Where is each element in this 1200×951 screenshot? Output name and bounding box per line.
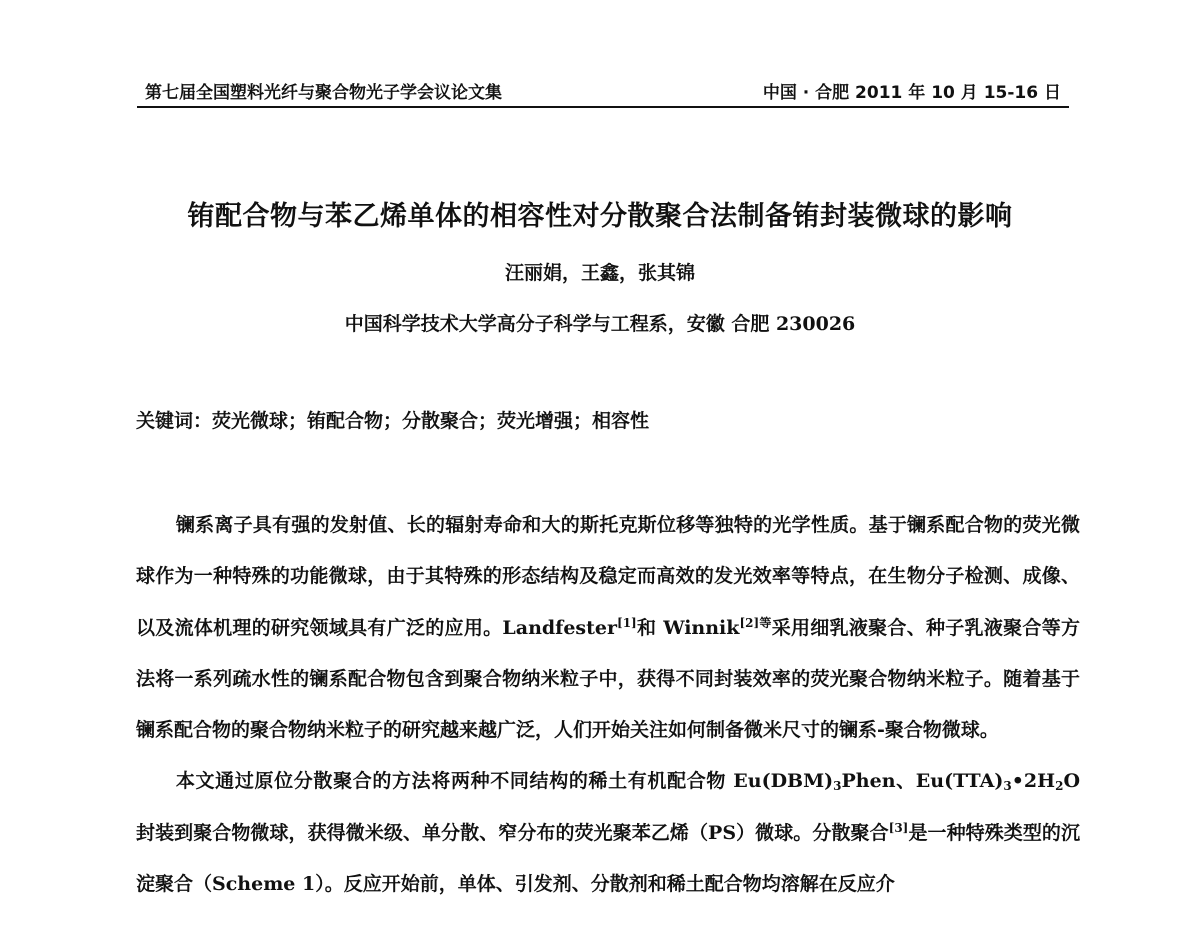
- body-paragraph-2: [136, 756, 1080, 910]
- paragraph-2-text-a: 本文通过原位分散聚合的方法将两种不同结构的稀土有机配合物 Eu(DBM): [175, 770, 834, 793]
- subscript-3: 2: [1055, 779, 1064, 794]
- citation-ref-1: [1]: [617, 615, 637, 630]
- conference-name: 第七届全国塑料光纤与聚合物光子学会议论文集: [145, 83, 502, 103]
- citation-ref-2: [2]等: [739, 615, 772, 630]
- subscript-1: 3: [833, 779, 842, 794]
- paragraph-1-text-b: 和 Winnik: [636, 616, 740, 639]
- author-affiliation: 中国科学技术大学高分子科学与工程系，安徽 合肥 230026: [344, 313, 856, 335]
- paragraph-2-text-b: Phen、Eu(TTA): [841, 770, 1004, 793]
- conference-location-date: 中国 · 合肥 2011 年 10 月 15-16 日: [762, 83, 1061, 103]
- author-list: 汪丽娟，王鑫，张其锦: [504, 262, 695, 284]
- paragraph-2-text-d: O 封装到聚合物微球，获得微米级、单分散、窄分布的荧光聚苯乙烯（PS）微球。分散聚合: [136, 770, 1080, 844]
- body-paragraph-1: [136, 500, 1080, 756]
- running-header: [137, 76, 1069, 108]
- paragraph-2-text-c: •2H: [1011, 770, 1056, 793]
- keywords-line: 关键词：荧光微球；铕配合物；分散聚合；荧光增强；相容性: [136, 410, 650, 432]
- paragraph-1-text-c: 采用细乳液聚合、种子乳液聚合等方法将一系列疏水性的镧系配合物包含到聚合物纳米粒子中，获得不同封装效率的荧光聚合物纳米粒子。随着基于镧系配合物的聚合物纳米粒子的研究越来越广泛，人们开始关注如何制备微米尺寸的镧系-聚合物微球。: [136, 616, 1080, 742]
- paragraph-2-text-e: 是一种特殊类型的沉淀聚合（Scheme 1）。反应开始前，单体、引发剂、分散剂和稀土配合物均溶解在反应介: [136, 821, 1080, 896]
- body-text: [136, 500, 1080, 910]
- paragraph-1-text-a: 镧系离子具有强的发射值、长的辐射寿命和大的斯托克斯位移等独特的光学性质。基于镧系配合物的荧光微球作为一种特殊的功能微球，由于其特殊的形态结构及稳定而高效的发光效率等特点，在生物分子检测、成像、以及流体机理的研究领域具有广泛的应用。Landfester: [136, 514, 1080, 639]
- paper-title: 铕配合物与苯乙烯单体的相容性对分散聚合法制备铕封装微球的影响: [187, 201, 1013, 232]
- subscript-2: 3: [1003, 779, 1012, 794]
- citation-ref-3: [3]: [888, 820, 909, 835]
